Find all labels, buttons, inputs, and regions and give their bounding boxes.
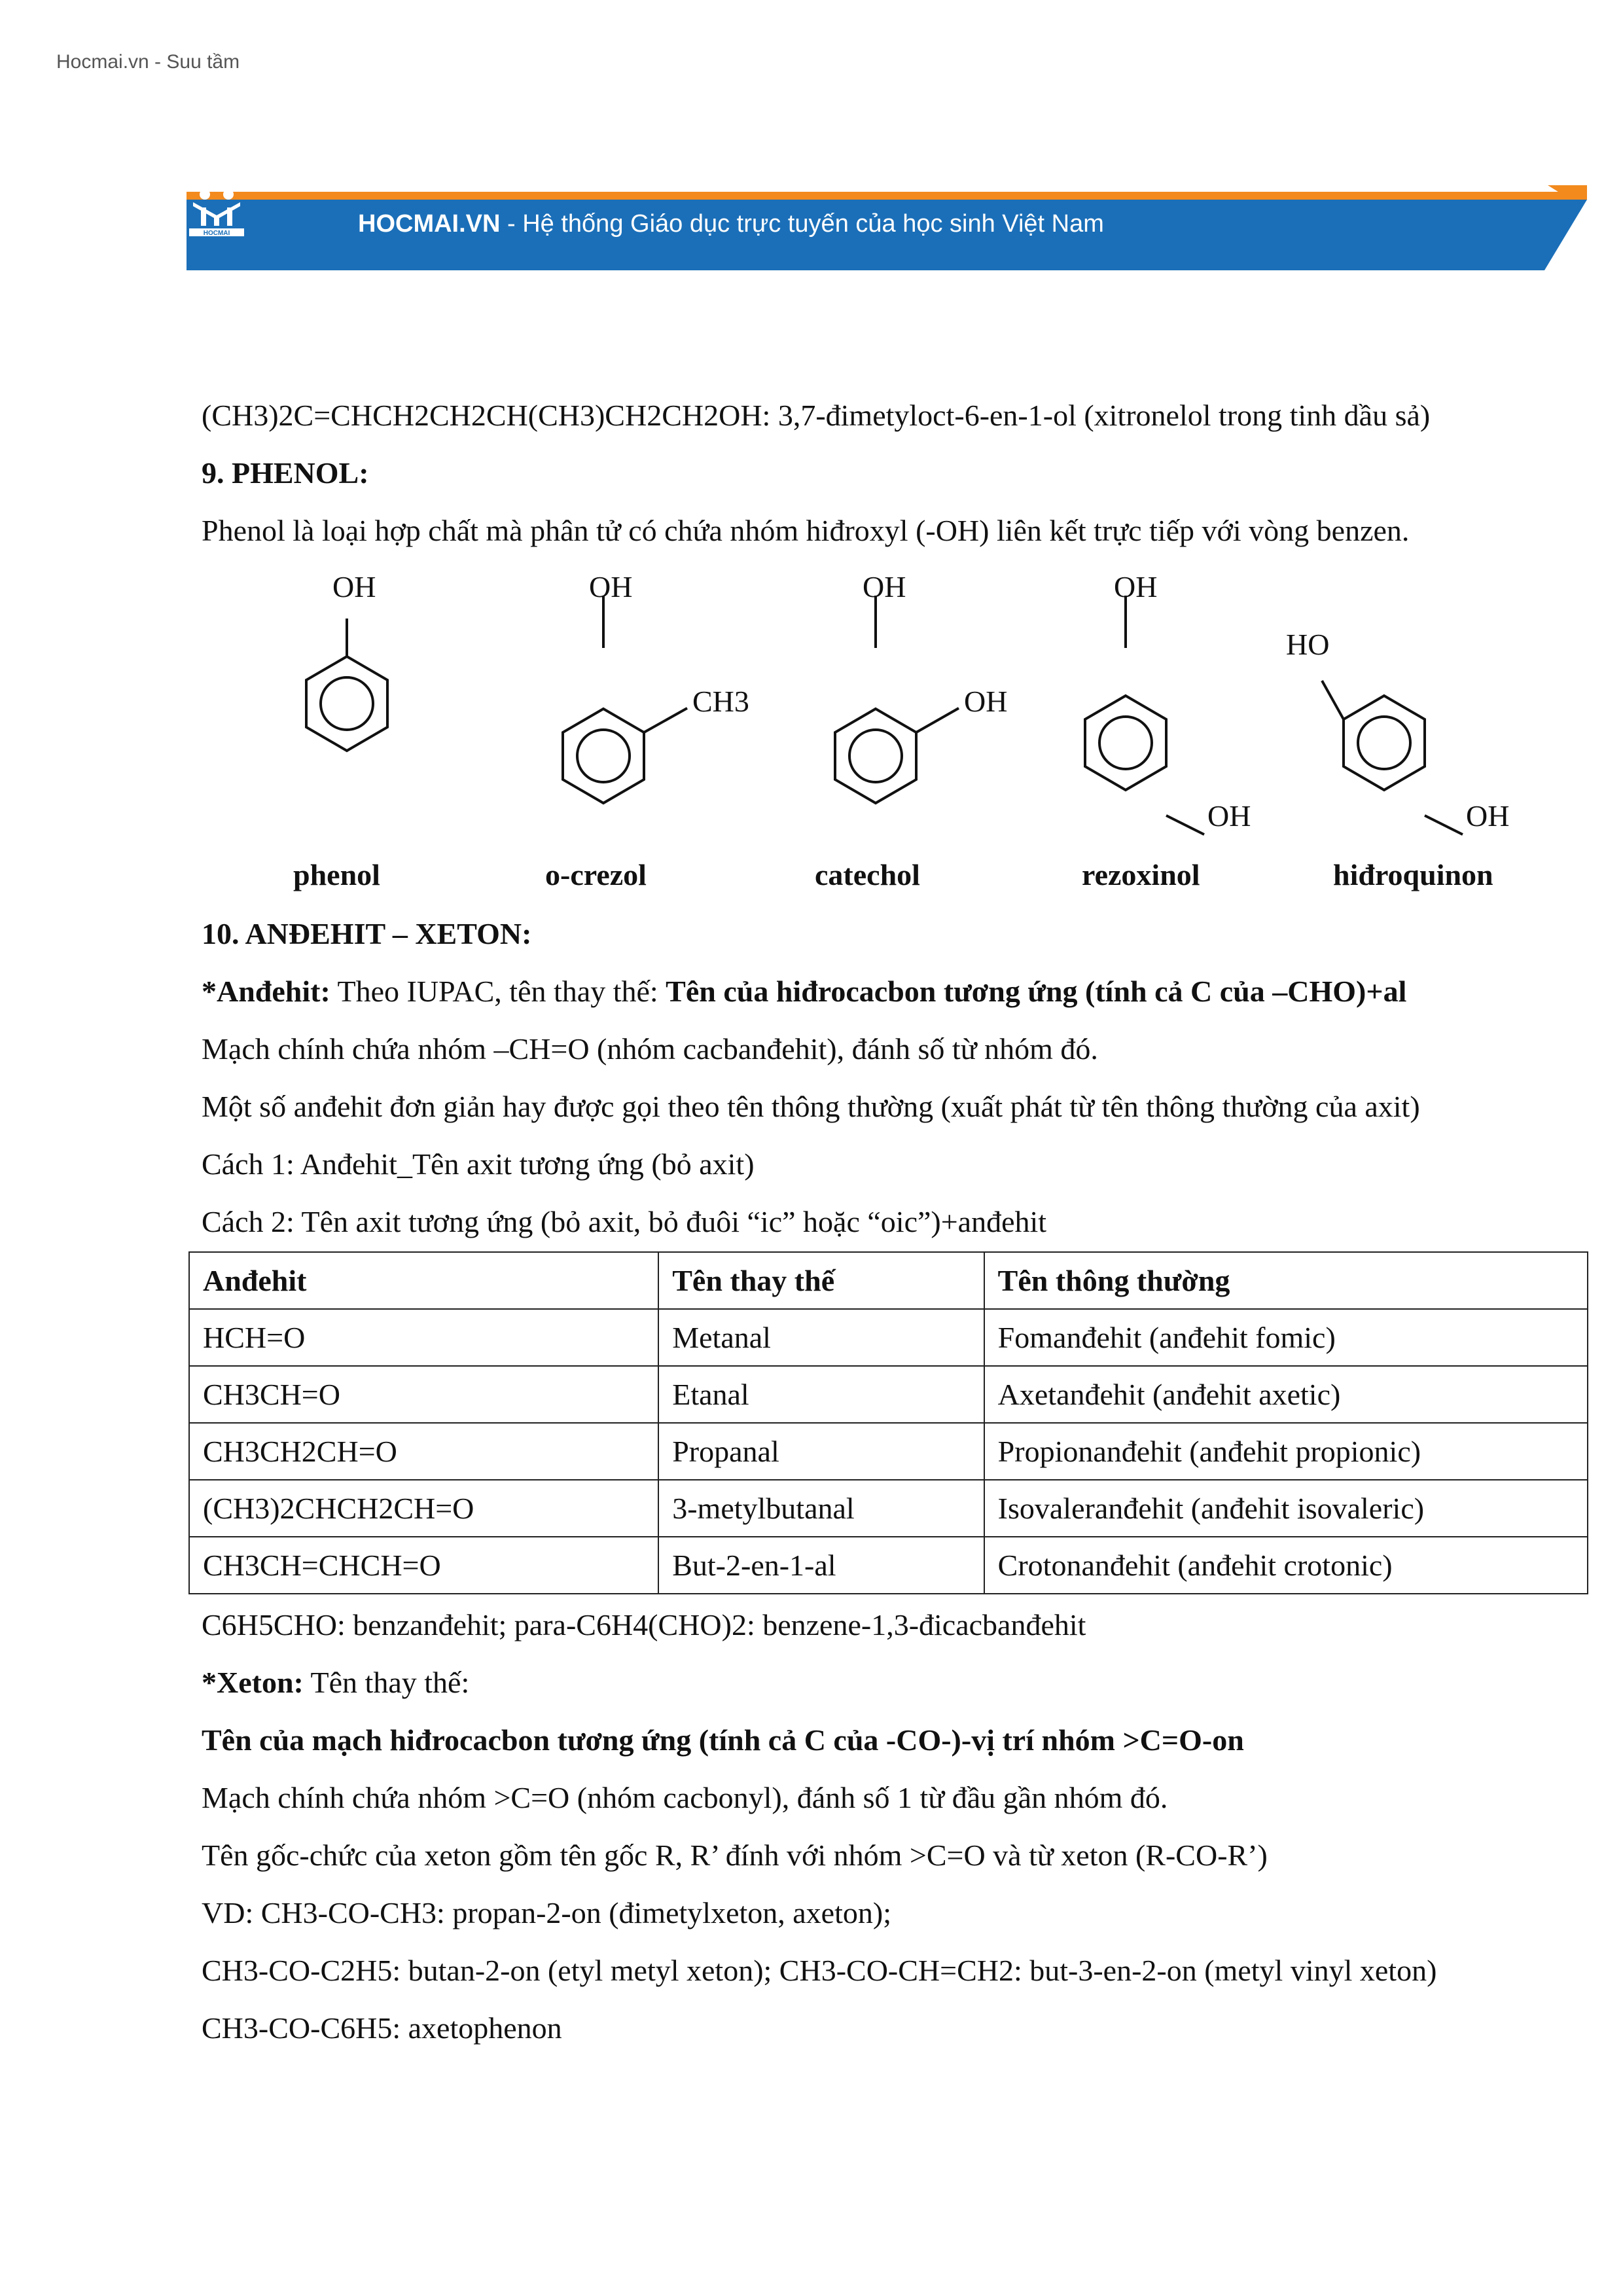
table-row	[189, 1366, 1588, 1423]
rezoxinol-ring	[1085, 696, 1166, 790]
phenol-ring	[306, 656, 387, 751]
table-cell: CH3CH2CH=O	[189, 1423, 658, 1480]
name-hidroquinon: hiđroquinon	[1333, 858, 1493, 891]
phenol-heading: 9. PHENOL:	[202, 456, 369, 490]
name-catechol: catechol	[815, 858, 920, 891]
table-cell: 3-metylbutanal	[658, 1480, 984, 1537]
aldehyde-heading: 10. ANĐEHIT – XETON:	[202, 917, 532, 950]
table-cell: Fomanđehit (anđehit fomic)	[984, 1309, 1588, 1366]
catechol-oh-label-2: OH	[964, 685, 1008, 718]
phenol-oh-label: OH	[332, 570, 376, 603]
aldehyde-label: *Anđehit:	[202, 975, 330, 1008]
table-row	[189, 1537, 1588, 1594]
hidroquinon-ring	[1344, 696, 1425, 790]
banner-title	[358, 210, 1104, 238]
o-crezol-oh-label: OH	[589, 570, 633, 603]
table-cell: Etanal	[658, 1366, 984, 1423]
table-cell: Crotonanđehit (anđehit crotonic)	[984, 1537, 1588, 1594]
hocmai-logo-icon	[187, 185, 247, 238]
table-cell: Isovaleranđehit (anđehit isovaleric)	[984, 1480, 1588, 1537]
ketone-line-2: Mạch chính chứa nhóm >C=O (nhóm cacbonyl), đánh số 1 từ đầu gần nhóm đó.	[202, 1781, 1168, 1814]
aldehyde-line-5: Cách 2: Tên axit tương ứng (bỏ axit, bỏ đuôi “ic” hoặc “oic”)+anđehit	[202, 1205, 1047, 1238]
aldehyde-rule-mid: Theo IUPAC, tên thay thế:	[330, 975, 666, 1008]
ketone-line-3: Tên gốc-chức của xeton gồm tên gốc R, R’ đính với nhóm >C=O và từ xeton (R-CO-R’)	[202, 1839, 1268, 1872]
name-rezoxinol: rezoxinol	[1082, 858, 1200, 891]
hocmai-banner	[187, 185, 1587, 270]
ketone-intro-text: Tên thay thế:	[303, 1666, 470, 1699]
table-cell: Metanal	[658, 1309, 984, 1366]
table-header-row	[189, 1252, 1588, 1309]
ketone-rule: Tên của mạch hiđrocacbon tương ứng (tính cả C của -CO-)-vị trí nhóm >C=O-on	[202, 1723, 1244, 1757]
table-cell: HCH=O	[189, 1309, 658, 1366]
table-row	[189, 1309, 1588, 1366]
aldehyde-rule-bold: Tên của hiđrocacbon tương ứng (tính cả C của –CHO)+al	[666, 975, 1407, 1008]
table-header: Anđehit	[189, 1252, 658, 1309]
name-o-crezol: o-crezol	[545, 858, 647, 891]
hidroquinon-ho-label: HO	[1286, 628, 1330, 661]
table-row	[189, 1480, 1588, 1537]
table-cell: Axetanđehit (anđehit axetic)	[984, 1366, 1588, 1423]
aldehyde-line-3: Một số anđehit đơn giản hay được gọi theo tên thông thường (xuất phát từ tên thông thường của axit)	[202, 1090, 1420, 1123]
catechol-oh-label-1: OH	[863, 570, 906, 603]
rezoxinol-oh-label-1: OH	[1114, 570, 1158, 603]
aldehyde-line-2: Mạch chính chứa nhóm –CH=O (nhóm cacbanđehit), đánh số từ nhóm đó.	[202, 1032, 1098, 1066]
rezoxinol-oh-label-2: OH	[1207, 799, 1251, 833]
benzaldehyde-line: C6H5CHO: benzanđehit; para-C6H4(CHO)2: benzene-1,3-đicacbanđehit	[202, 1608, 1086, 1641]
catechol-ring	[835, 709, 916, 803]
table-cell: Propanal	[658, 1423, 984, 1480]
table-header: Tên thông thường	[984, 1252, 1588, 1309]
ketone-label: *Xeton:	[202, 1666, 304, 1699]
hidroquinon-oh-label: OH	[1466, 799, 1510, 833]
banner-tagline: - Hệ thống Giáo dục trực tuyến của học sinh Việt Nam	[500, 210, 1104, 238]
source-watermark: Hocmai.vn - Suu tầm	[56, 51, 240, 73]
table-cell: CH3CH=CHCH=O	[189, 1537, 658, 1594]
table-cell: CH3CH=O	[189, 1366, 658, 1423]
aldehyde-rule	[202, 972, 1406, 1011]
aldehyde-table	[188, 1251, 1588, 1594]
xitronelol-line: (CH3)2C=CHCH2CH2CH(CH3)CH2CH2OH: 3,7-đimetyloct-6-en-1-ol (xitronelol trong tinh dầu sả)	[202, 399, 1431, 432]
table-cell: Propionanđehit (anđehit propionic)	[984, 1423, 1588, 1480]
phenol-structures	[0, 563, 1623, 903]
phenol-definition: Phenol là loại hợp chất mà phân tử có chứa nhóm hiđroxyl (-OH) liên kết trực tiếp với vòng benzen.	[202, 514, 1410, 547]
table-cell: But-2-en-1-al	[658, 1537, 984, 1594]
table-row	[189, 1423, 1588, 1480]
o-crezol-ch3-label: CH3	[692, 685, 749, 718]
banner-brand: HOCMAI.VN	[358, 210, 501, 238]
ketone-example-3: CH3-CO-C6H5: axetophenon	[202, 2011, 562, 2045]
name-phenol: phenol	[293, 858, 380, 891]
o-crezol-ring	[563, 709, 644, 803]
ketone-example-1: VD: CH3-CO-CH3: propan-2-on (đimetylxeton, axeton);	[202, 1896, 891, 1929]
aldehyde-line-4: Cách 1: Anđehit_Tên axit tương ứng (bỏ axit)	[202, 1147, 755, 1181]
table-cell: (CH3)2CHCH2CH=O	[189, 1480, 658, 1537]
table-header: Tên thay thế	[658, 1252, 984, 1309]
logo-caption: HOCMAI	[203, 230, 230, 237]
structure-drawings	[0, 563, 1623, 903]
ketone-example-2: CH3-CO-C2H5: butan-2-on (etyl metyl xeton); CH3-CO-CH=CH2: but-3-en-2-on (metyl vinyl xeton)	[202, 1954, 1437, 1987]
ketone-intro	[202, 1663, 469, 1702]
